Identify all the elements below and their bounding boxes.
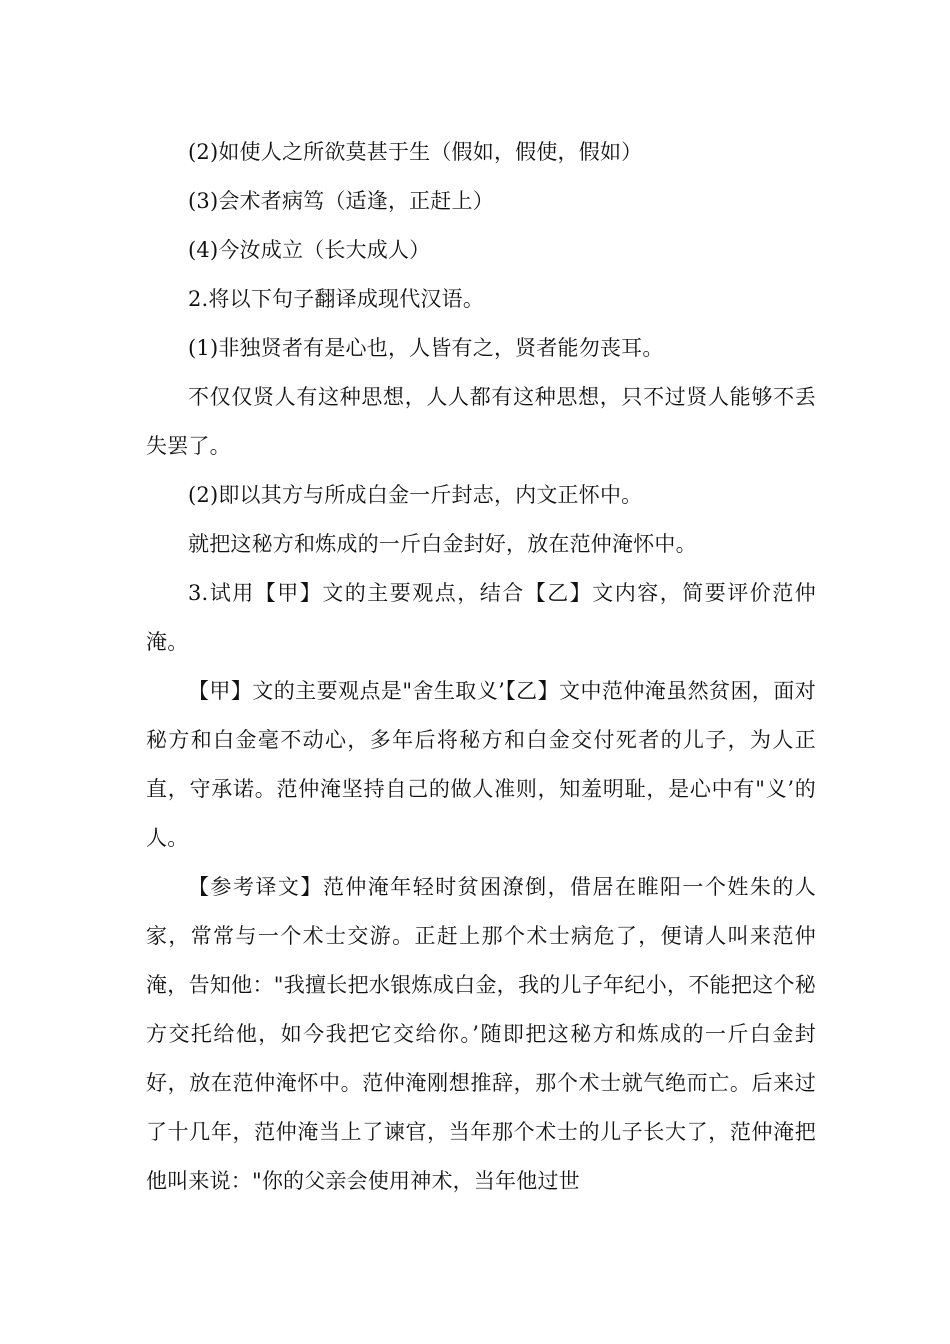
- translate-sentence-1: (1)非独贤者有是心也，人皆有之，贤者能勿丧耳。: [188, 336, 664, 360]
- translation-answer-1: 不仅仅贤人有这种思想，人人都有这种思想，只不过贤人能够不丢失罢了。: [146, 385, 816, 458]
- answer-line-2: (2)如使人之所欲莫甚于生（假如，假使，假如）: [188, 140, 643, 164]
- question-2-heading: 2.将以下句子翻译成现代汉语。: [188, 287, 485, 311]
- document-body: [146, 128, 816, 1206]
- answer-line-3: (3)会术者病笃（适逢，正赶上）: [188, 189, 494, 213]
- question-3-answer: 【甲】文的主要观点是"舍生取义’【乙】文中范仲淹虽然贫困，面对秘方和白金毫不动心，多年后将秘方和白金交付死者的儿子，为人正直，守承诺。范仲淹坚持自己的做人准则，知羞明耻，是心中有"义’的人。: [146, 679, 816, 850]
- translate-sentence-2: (2)即以其方与所成白金一斤封志，内文正怀中。: [188, 483, 643, 507]
- translation-answer-2: 就把这秘方和炼成的一斤白金封好，放在范仲淹怀中。: [188, 532, 697, 556]
- reference-translation: 【参考译文】范仲淹年轻时贫困潦倒，借居在睢阳一个姓朱的人家，常常与一个术士交游。正赶上那个术士病危了，便请人叫来范仲淹，告知他："我擅长把水银炼成白金，我的儿子年纪小，不能把这个秘方交托给他，如今我把它交给你。’随即把这秘方和炼成的一斤白金封好，放在范仲淹怀中。范仲淹刚想推辞，那个术士就气绝而亡。后来过了十几年，范仲淹当上了谏官，当年那个术士的儿子长大了，范仲淹把他叫来说："你的父亲会使用神术，当年他过世: [146, 875, 816, 1193]
- answer-line-4: (4)今汝成立（长大成人）: [188, 238, 431, 262]
- question-3-heading: 3.试用【甲】文的主要观点，结合【乙】文内容，简要评价范仲淹。: [146, 581, 816, 654]
